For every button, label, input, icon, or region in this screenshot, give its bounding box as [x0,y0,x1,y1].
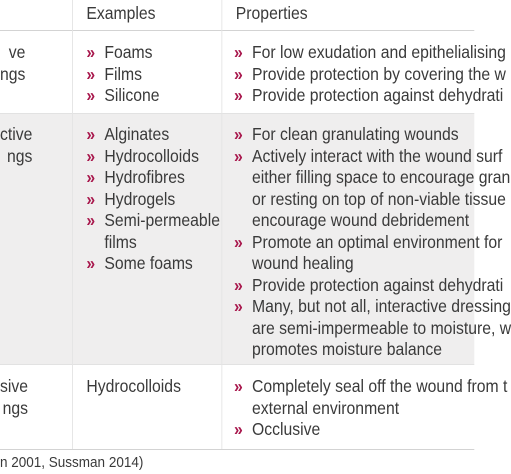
bullet-marker: » [234,124,243,144]
type-label-line: ngs [6,145,33,166]
bullet-marker: » [86,167,96,187]
examples-cell [85,42,160,107]
bullet-marker: » [86,253,96,273]
example-text: Foams [104,42,153,62]
list-item [85,42,160,64]
property-text-continued: promotes moisture balance [252,339,442,359]
bullet-marker: » [234,85,243,105]
row-type-label [0,124,32,167]
example-text: Hydrofibres [104,167,185,187]
type-label-line: ngs [0,63,26,84]
list-item [232,146,511,232]
properties-cell [232,376,507,441]
list-item [85,210,220,253]
header-properties: Properties [235,3,308,23]
list-item [232,42,506,64]
row-type-label [0,42,25,85]
bullet-marker: » [86,85,96,105]
list-item [85,64,160,86]
example-text: Hydrocolloids [104,145,199,166]
list-item [85,189,220,211]
list-item [232,85,506,107]
property-text-continued: external environment [252,397,400,418]
properties-cell [232,124,511,361]
property-text: Many, but not all, interactive dressing [252,296,511,316]
bullet-marker: » [234,274,243,295]
list-item [232,275,511,297]
bullet-marker: » [234,296,243,316]
bullet-marker: » [86,42,96,62]
type-label-line: ctive [0,124,33,144]
list-item [232,64,506,86]
list-item [232,419,507,441]
bullet-marker: » [234,231,243,252]
example-text: Films [104,63,143,84]
property-text: Occlusive [252,419,321,439]
bullet-marker: » [234,42,243,62]
bullet-marker: » [234,376,243,396]
property-text-continued: wound healing [252,253,354,273]
property-text: Provide protection against dehydrati [252,85,504,105]
bullet-marker: » [86,210,96,230]
bullet-marker: » [234,145,243,166]
property-text-continued: or resting on top of non-viable tissue [252,188,506,209]
column-separator [221,0,222,449]
examples-cell [85,124,220,275]
list-item [85,253,220,275]
column-separator [72,0,73,449]
list-item [85,146,220,168]
example-text: Alginates [104,124,170,144]
example-text: Silicone [104,85,160,105]
bullet-marker: » [234,419,243,439]
example-text-continued: films [104,231,137,252]
bullet-marker: » [86,124,96,144]
property-text: For clean granulating wounds [252,124,459,144]
property-text: Completely seal off the wound from t [252,376,508,396]
header-examples: Examples [86,3,156,23]
list-item [85,85,160,107]
bullet-marker: » [86,145,96,166]
property-text: Actively interact with the wound surf [252,145,503,166]
property-text: For low exudation and epithelialising [252,42,506,62]
example-text: Hydrogels [104,188,176,209]
table-bottom-rule [0,449,474,450]
source-citation: n 2001, Sussman 2014) [0,454,144,471]
examples-cell: Hydrocolloids [86,376,181,396]
property-text: Promote an optimal environment for [252,231,503,252]
bullet-marker: » [86,188,96,209]
type-label-line: ve [8,42,26,62]
property-text-continued: either filling space to encourage gran [252,167,511,187]
property-text: Provide protection against dehydrati [252,274,504,295]
property-text: Provide protection by covering the w [252,63,506,84]
type-label-line: ngs [2,397,29,418]
list-item [232,296,511,361]
list-item [232,376,507,419]
list-item [85,167,220,189]
properties-cell [232,42,506,107]
list-item [232,124,511,146]
bullet-marker: » [234,63,243,84]
example-text: Some foams [104,253,193,273]
bullet-marker: » [86,63,96,84]
property-text-continued: encourage wound debridement [252,210,470,230]
list-item [232,232,511,275]
example-text: Semi-permeable [104,210,220,230]
row-type-label [0,376,28,419]
type-label-line: sive [0,376,29,396]
list-item [85,124,220,146]
property-text-continued: are semi-impermeable to moisture, w [252,317,511,338]
